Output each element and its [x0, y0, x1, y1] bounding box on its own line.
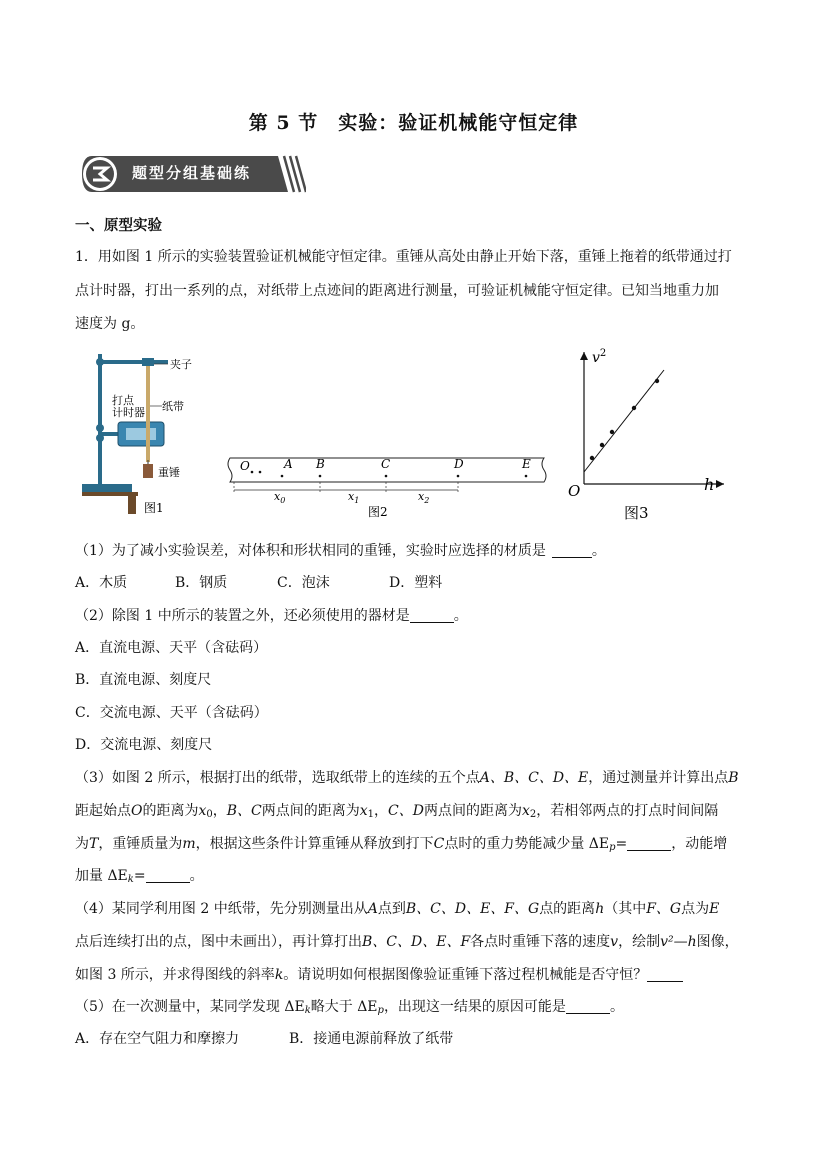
origin-label: O — [568, 482, 581, 500]
data-point — [600, 443, 604, 447]
answer-blank[interactable] — [647, 967, 683, 982]
answer-blank-ek[interactable] — [146, 868, 190, 883]
answer-blank[interactable] — [552, 543, 592, 558]
seg-x0: x — [274, 490, 281, 503]
point-label-O: O — [240, 459, 250, 473]
data-point — [610, 430, 614, 434]
fit-line — [584, 370, 664, 472]
y-axis-label: v — [592, 350, 600, 366]
svg-text:x2: $x_2$ — [418, 490, 430, 505]
x-axis-label: h — [704, 475, 715, 494]
figure-1-caption: 图1 — [144, 501, 164, 515]
q1-part3-line3: 为T，重锤质量为m，根据这些条件计算重锤从释放到打下C点时的重力势能减少量 $\Delta E_p=$ ，动能增 — [75, 836, 728, 853]
q1-part5-options — [75, 1029, 775, 1049]
answer-blank-ep[interactable] — [627, 836, 671, 851]
option-d: D．塑料 — [389, 575, 443, 591]
q1-intro-line2: 点计时器，打出一系列的点，对纸带上点迹间的距离进行测量，可验证机械能守恒定律。已知当地重力加 — [75, 283, 719, 299]
answer-blank[interactable] — [566, 999, 610, 1014]
q1-part4-line3: 如图 3 所示，并求得图线的斜率k。请说明如何根据图像验证重锤下落过程机械能是否守恒？ — [75, 965, 775, 985]
q1-part2-option-d: D．交流电源、刻度尺 — [75, 737, 213, 753]
label-timer-1: 打点 — [112, 394, 134, 407]
q1-part2: （2）除图 1 中所示的装置之外，还必须使用的器材是 。 — [75, 608, 468, 624]
section-banner — [78, 152, 306, 196]
point-label-E: E — [522, 457, 531, 471]
q1-part5: （5）在一次测量中，某同学发现 $\Delta E_k$略大于 $\Delta E_p$，出现这一结果的原因可能是 。 — [75, 999, 624, 1016]
data-point — [590, 456, 594, 460]
option-b: B．钢质 — [175, 575, 228, 591]
data-point — [632, 406, 636, 410]
answer-blank[interactable] — [410, 608, 454, 623]
section-heading: 一、原型实验 — [75, 217, 162, 234]
figure-2-tape — [226, 452, 552, 522]
stand-base — [82, 484, 132, 492]
data-point — [655, 379, 659, 383]
q1-part3-line1: （3）如图 2 所示，根据打出的纸带，选取纸带上的连续的五个点A、B、C、D、E，通过测量并计算出点B — [75, 770, 739, 786]
q1-intro-line1: 1．用如图 1 所示的实验装置验证机械能守恒定律。重锤从高处由静止开始下落，重锤上拖着的纸带通过打 — [75, 249, 732, 265]
figure-1-apparatus — [78, 348, 208, 520]
q1-part3-line4: 加量 $\Delta E_k=$ 。 — [75, 868, 204, 885]
option-a: A．木质 — [75, 575, 128, 591]
figure-2-caption: 图2 — [368, 505, 388, 519]
point-label-B: B — [316, 457, 325, 471]
page-title: 第 5 节 实验：验证机械能守恒定律 — [248, 112, 579, 134]
label-timer-2: 计时器 — [112, 406, 145, 419]
weight-block — [143, 464, 153, 478]
q1-part1-options — [75, 573, 775, 593]
q1-intro-line3: 速度为 g。 — [75, 316, 145, 332]
figure-3-graph — [560, 344, 730, 524]
svg-text:x1: $x_1$ — [348, 490, 360, 505]
svg-text:x0: $x_0$ — [274, 490, 286, 505]
point-label-D: D — [454, 457, 464, 471]
figure-3-caption: 图3 — [624, 504, 649, 522]
q1-part4-line2: 点后连续打出的点，图中未画出），再计算打出B、C、D、E、F各点时重锤下落的速度v，绘制v²—h图像， — [75, 934, 739, 950]
q1-part2-option-b: B．直流电源、刻度尺 — [75, 672, 212, 688]
label-tape: 纸带 — [162, 400, 184, 413]
svg-text:v2: $v^2$ — [592, 348, 607, 366]
banner-label: 题型分组基础练 — [132, 164, 252, 182]
q1-part4-line1: （4）某同学利用图 2 中纸带，先分别测量出从A点到B、C、D、E、F、G点的距离h（其中F、G点为E — [75, 901, 720, 917]
option-b: B．接通电源前释放了纸带 — [289, 1031, 454, 1047]
option-a: A．存在空气阻力和摩擦力 — [75, 1031, 240, 1047]
label-clip: 夹子 — [170, 358, 192, 371]
label-weight: 重锤 — [158, 466, 180, 479]
stand-rod — [98, 354, 102, 486]
q1-part1: （1）为了减小实验误差，对体积和形状相同的重锤，实验时应选择的材质是 。 — [75, 543, 606, 559]
q1-part2-option-a: A．直流电源、天平（含砝码） — [75, 640, 268, 656]
seg-x2: x — [418, 490, 425, 503]
paper-tape — [146, 358, 150, 462]
point-label-A: A — [284, 457, 293, 471]
option-c: C．泡沫 — [277, 575, 330, 591]
seg-x1: x — [348, 490, 355, 503]
q1-part3-line2: 距起始点O的距离为$x_0$，B、C两点间的距离为$x_1$，C、D两点间的距离为$x_2$，若相邻两点的打点时间间隔 — [75, 803, 719, 820]
q1-part2-option-c: C．交流电源、天平（含砝码） — [75, 705, 268, 721]
point-label-C: C — [381, 457, 391, 471]
